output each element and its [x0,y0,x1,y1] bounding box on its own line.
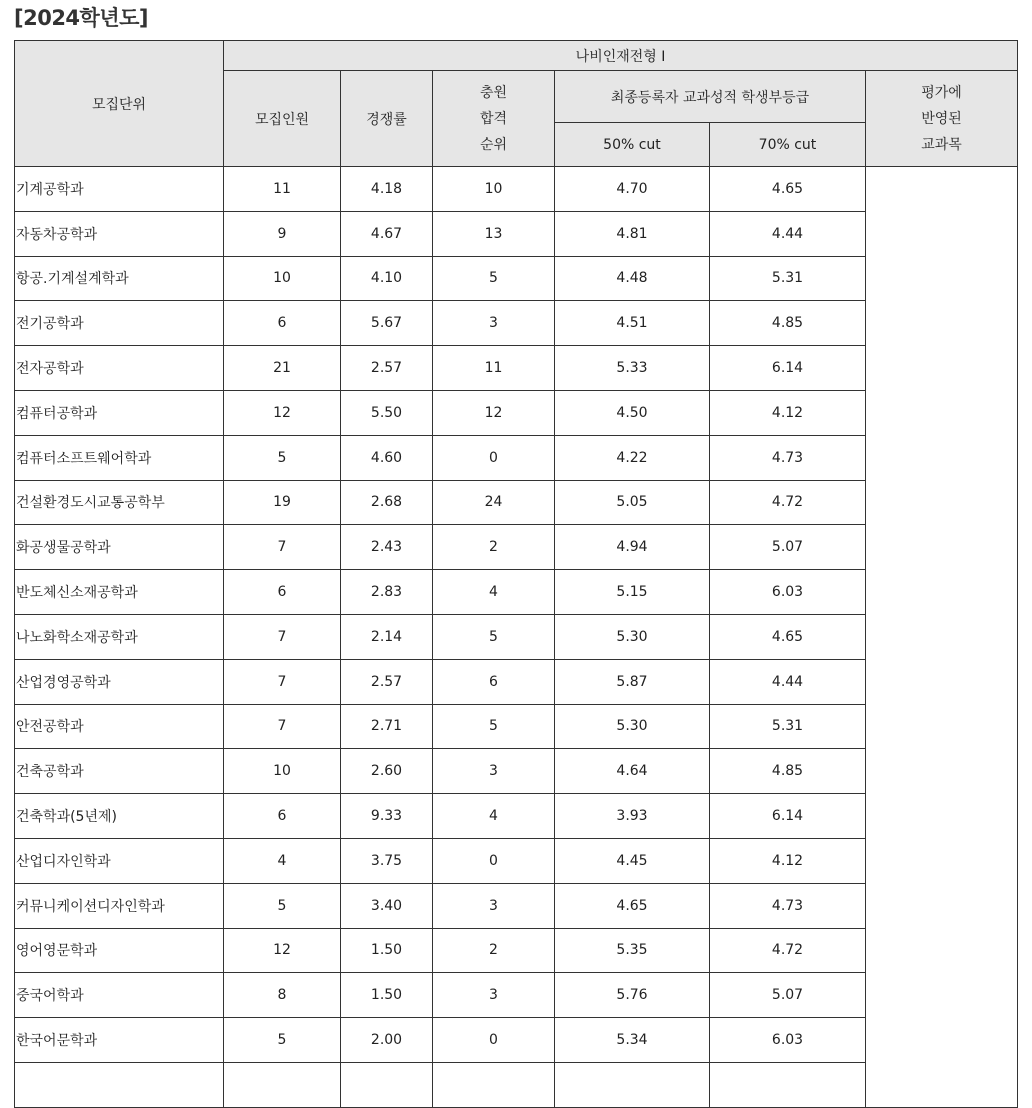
competition-rate-cell: 4.60 [341,435,433,480]
quota-cell: 10 [224,749,341,794]
quota-cell: 6 [224,301,341,346]
cut50-cell: 4.70 [555,167,710,212]
cut70-cell: 4.44 [710,659,866,704]
header-competition: 경쟁률 [341,71,433,167]
admission-results-table [14,40,1018,1108]
dept-name-cell: 건설환경도시교통공학부 [15,480,224,525]
waitlist-rank-cell: 5 [433,614,555,659]
waitlist-rank-cell: 6 [433,659,555,704]
dept-name-cell: 반도체신소재공학과 [15,570,224,615]
header-waitlist-line: 순위 [479,136,508,153]
waitlist-rank-cell: 3 [433,301,555,346]
cut50-cell: 4.50 [555,390,710,435]
empty-cell [433,1062,555,1107]
quota-cell: 5 [224,1018,341,1063]
cut50-cell: 5.35 [555,928,710,973]
dept-name-cell: 나노화학소재공학과 [15,614,224,659]
quota-cell: 10 [224,256,341,301]
header-subjects-line: 교과목 [921,136,962,153]
quota-cell: 6 [224,794,341,839]
dept-name-cell: 컴퓨터소프트웨어학과 [15,435,224,480]
cut70-cell: 6.14 [710,346,866,391]
header-waitlist [433,71,555,167]
waitlist-rank-cell: 13 [433,211,555,256]
waitlist-rank-cell: 3 [433,749,555,794]
cut50-cell: 5.30 [555,614,710,659]
quota-cell: 7 [224,704,341,749]
cut70-cell: 4.73 [710,883,866,928]
dept-name-cell: 기계공학과 [15,167,224,212]
header-subjects-line: 평가에 [921,84,962,101]
header-cut70: 70% cut [710,123,866,167]
dept-name-cell: 항공.기계설계학과 [15,256,224,301]
quota-cell: 12 [224,390,341,435]
competition-rate-cell: 3.75 [341,838,433,883]
dept-name-cell: 건축공학과 [15,749,224,794]
competition-rate-cell: 2.57 [341,346,433,391]
header-subjects-line: 반영된 [921,110,962,127]
competition-rate-cell: 5.67 [341,301,433,346]
competition-rate-cell: 2.71 [341,704,433,749]
cut50-cell: 4.81 [555,211,710,256]
waitlist-rank-cell: 4 [433,794,555,839]
cut70-cell: 5.31 [710,704,866,749]
competition-rate-cell: 2.68 [341,480,433,525]
competition-rate-cell: 4.18 [341,167,433,212]
waitlist-rank-cell: 0 [433,1018,555,1063]
cut70-cell: 4.44 [710,211,866,256]
quota-cell: 7 [224,525,341,570]
cut70-cell: 5.07 [710,525,866,570]
cut70-cell: 6.03 [710,1018,866,1063]
dept-name-cell: 한국어문학과 [15,1018,224,1063]
header-grade-group: 최종등록자 교과성적 학생부등급 [555,71,866,123]
empty-cell [15,1062,224,1107]
waitlist-rank-cell: 4 [433,570,555,615]
competition-rate-cell: 2.43 [341,525,433,570]
dept-name-cell: 화공생물공학과 [15,525,224,570]
cut50-cell: 5.34 [555,1018,710,1063]
quota-cell: 8 [224,973,341,1018]
waitlist-rank-cell: 10 [433,167,555,212]
competition-rate-cell: 9.33 [341,794,433,839]
quota-cell: 4 [224,838,341,883]
dept-name-cell: 산업경영공학과 [15,659,224,704]
cut70-cell: 5.07 [710,973,866,1018]
cut50-cell: 5.87 [555,659,710,704]
dept-name-cell: 전자공학과 [15,346,224,391]
header-subjects [866,71,1018,167]
dept-name-cell: 커뮤니케이션디자인학과 [15,883,224,928]
dept-name-cell: 중국어학과 [15,973,224,1018]
cut50-cell: 5.05 [555,480,710,525]
cut50-cell: 3.93 [555,794,710,839]
cut50-cell: 4.64 [555,749,710,794]
quota-cell: 11 [224,167,341,212]
cut70-cell: 4.73 [710,435,866,480]
empty-cell [555,1062,710,1107]
competition-rate-cell: 2.00 [341,1018,433,1063]
waitlist-rank-cell: 24 [433,480,555,525]
cut70-cell: 6.03 [710,570,866,615]
header-group: 나비인재전형 I [224,41,1018,71]
dept-name-cell: 영어영문학과 [15,928,224,973]
cut50-cell: 5.15 [555,570,710,615]
cut70-cell: 4.85 [710,301,866,346]
competition-rate-cell: 1.50 [341,973,433,1018]
competition-rate-cell: 3.40 [341,883,433,928]
competition-rate-cell: 4.10 [341,256,433,301]
waitlist-rank-cell: 12 [433,390,555,435]
cut70-cell: 4.12 [710,838,866,883]
cut50-cell: 4.51 [555,301,710,346]
quota-cell: 12 [224,928,341,973]
waitlist-rank-cell: 5 [433,704,555,749]
empty-cell [341,1062,433,1107]
cut70-cell: 4.72 [710,480,866,525]
competition-rate-cell: 5.50 [341,390,433,435]
cut50-cell: 5.76 [555,973,710,1018]
competition-rate-cell: 2.14 [341,614,433,659]
cut50-cell: 4.22 [555,435,710,480]
quota-cell: 19 [224,480,341,525]
waitlist-rank-cell: 3 [433,973,555,1018]
empty-cell [710,1062,866,1107]
subjects-cell [866,167,1018,1108]
competition-rate-cell: 1.50 [341,928,433,973]
table-row [15,167,1018,212]
quota-cell: 5 [224,435,341,480]
cut50-cell: 4.94 [555,525,710,570]
competition-rate-cell: 2.83 [341,570,433,615]
header-cut50: 50% cut [555,123,710,167]
cut50-cell: 4.48 [555,256,710,301]
cut70-cell: 6.14 [710,794,866,839]
dept-name-cell: 전기공학과 [15,301,224,346]
cut70-cell: 5.31 [710,256,866,301]
header-unit: 모집단위 [15,41,224,167]
page-title: [2024학년도] [14,6,149,30]
cut50-cell: 5.30 [555,704,710,749]
cut50-cell: 4.65 [555,883,710,928]
dept-name-cell: 안전공학과 [15,704,224,749]
waitlist-rank-cell: 2 [433,525,555,570]
cut70-cell: 4.12 [710,390,866,435]
header-waitlist-line: 충원 [479,84,508,101]
dept-name-cell: 건축학과(5년제) [15,794,224,839]
cut50-cell: 4.45 [555,838,710,883]
waitlist-rank-cell: 2 [433,928,555,973]
quota-cell: 21 [224,346,341,391]
quota-cell: 5 [224,883,341,928]
cut70-cell: 4.65 [710,167,866,212]
cut70-cell: 4.72 [710,928,866,973]
waitlist-rank-cell: 3 [433,883,555,928]
header-quota: 모집인원 [224,71,341,167]
quota-cell: 9 [224,211,341,256]
dept-name-cell: 컴퓨터공학과 [15,390,224,435]
competition-rate-cell: 4.67 [341,211,433,256]
cut50-cell: 5.33 [555,346,710,391]
dept-name-cell: 자동차공학과 [15,211,224,256]
quota-cell: 7 [224,614,341,659]
quota-cell: 7 [224,659,341,704]
quota-cell: 6 [224,570,341,615]
waitlist-rank-cell: 0 [433,435,555,480]
competition-rate-cell: 2.60 [341,749,433,794]
cut70-cell: 4.85 [710,749,866,794]
waitlist-rank-cell: 0 [433,838,555,883]
header-waitlist-line: 합격 [479,110,508,127]
empty-cell [224,1062,341,1107]
cut70-cell: 4.65 [710,614,866,659]
waitlist-rank-cell: 5 [433,256,555,301]
waitlist-rank-cell: 11 [433,346,555,391]
competition-rate-cell: 2.57 [341,659,433,704]
dept-name-cell: 산업디자인학과 [15,838,224,883]
